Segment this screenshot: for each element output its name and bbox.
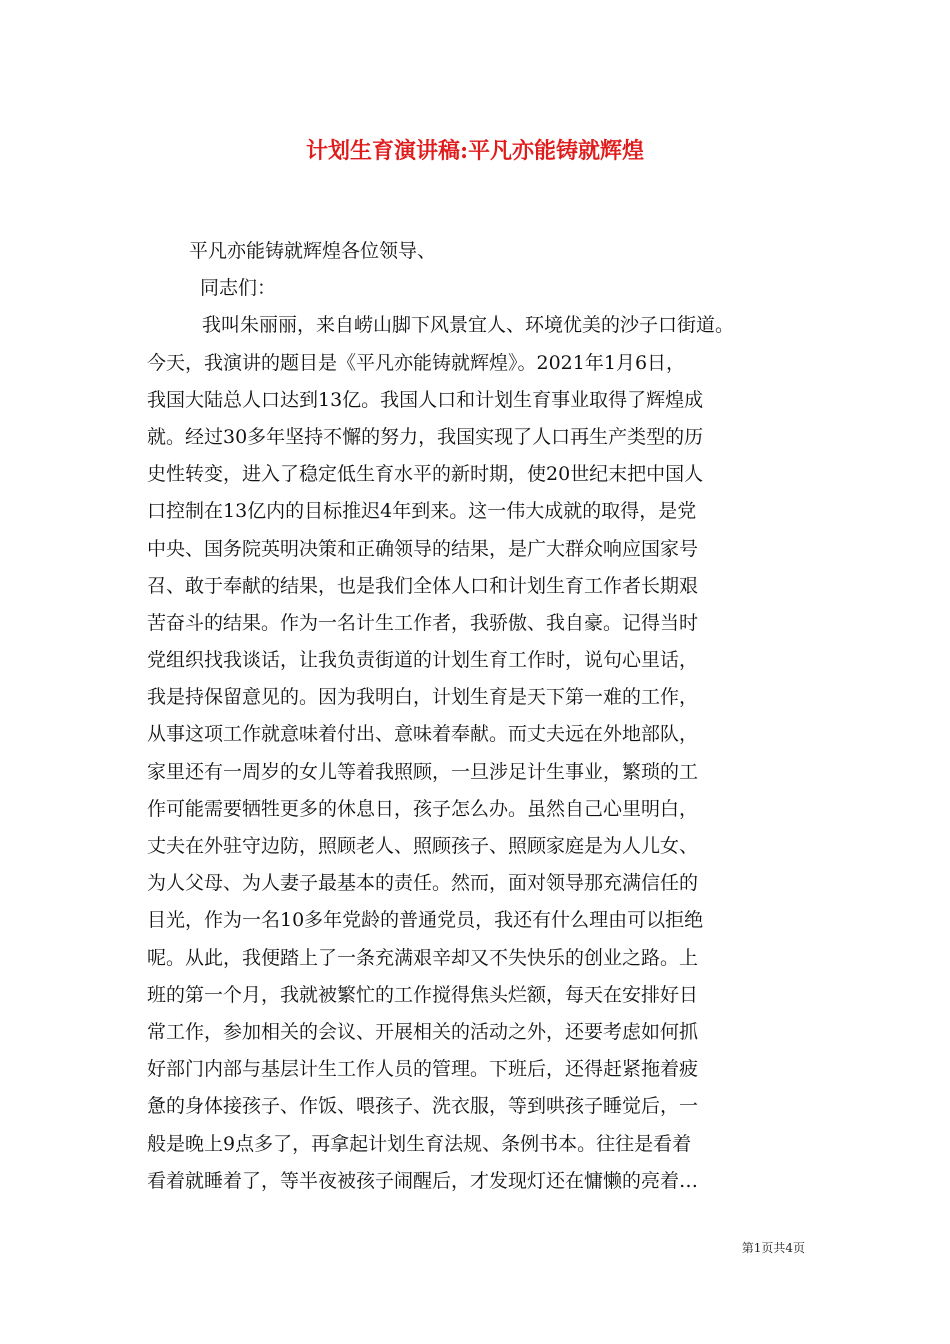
paragraph-line: 作可能需要牺牲更多的休息日，孩子怎么办。虽然自己心里明白， [147,797,699,820]
paragraph-line: 惫的身体接孩子、作饭、喂孩子、洗衣服，等到哄孩子睡觉后，一 [147,1095,699,1118]
paragraph-line: 我是持保留意见的。因为我明白，计划生育是天下第一难的工作， [147,686,699,709]
paragraph-line: 今天，我演讲的题目是《平凡亦能铸就辉煌》。2021年1月6日， [147,351,686,374]
paragraph-line: 般是晚上9点多了，再拿起计划生育法规、条例书本。往往是看着 [147,1132,692,1155]
paragraph-line: 好部门内部与基层计生工作人员的管理。下班后，还得赶紧拖着疲 [147,1058,699,1081]
paragraph-line: 看着就睡着了，等半夜被孩子闹醒后，才发现灯还在慵懒的亮着… [147,1169,699,1192]
paragraph-line: 从事这项工作就意味着付出、意味着奉献。而丈夫远在外地部队， [147,723,699,746]
paragraph-line: 我叫朱丽丽，来自崂山脚下风景宜人、环境优美的沙子口街道。 [202,314,735,337]
document-body [147,233,819,1200]
greeting-line: 平凡亦能铸就辉煌各位领导、 [189,240,437,262]
paragraph-line: 呢。从此，我便踏上了一条充满艰辛却又不失快乐的创业之路。上 [147,946,699,969]
salutation-line: 同志们： [200,277,277,300]
paragraph-line: 召、敢于奉献的结果，也是我们全体人口和计划生育工作者长期艰 [147,574,699,597]
paragraph-line: 就。经过30多年坚持不懈的努力，我国实现了人口再生产类型的历 [147,425,704,448]
paragraph-line: 我国大陆总人口达到13亿。我国人口和计划生育事业取得了辉煌成 [147,388,704,411]
paragraph-line: 常工作，参加相关的会议、开展相关的活动之外，还要考虑如何抓 [147,1020,699,1043]
document-title: 计划生育演讲稿:平凡亦能铸就辉煌 [305,138,645,164]
paragraph-line: 丈夫在外驻守边防，照顾老人、照顾孩子、照顾家庭是为人儿女、 [147,835,699,857]
paragraph-line: 苦奋斗的结果。作为一名计生工作者，我骄傲、我自豪。记得当时 [147,611,699,634]
paragraph-line: 家里还有一周岁的女儿等着我照顾，一旦涉足计生事业，繁琐的工 [147,760,699,783]
page-number: 第1页共4页 [741,1241,805,1255]
paragraph-line: 中央、国务院英明决策和正确领导的结果，是广大群众响应国家号 [147,537,699,560]
paragraph-line: 为人父母、为人妻子最基本的责任。然而，面对领导那充满信任的 [147,872,699,895]
paragraph-line: 班的第一个月，我就被繁忙的工作搅得焦头烂额，每天在安排好日 [147,983,699,1006]
paragraph-line: 党组织找我谈话，让我负责街道的计划生育工作时，说句心里话， [147,649,699,672]
paragraph-line: 口控制在13亿内的目标推迟4年到来。这一伟大成就的取得，是党 [147,500,697,523]
paragraph-line: 目光，作为一名10多年党龄的普通党员，我还有什么理由可以拒绝 [147,909,704,932]
paragraph-line: 史性转变，进入了稳定低生育水平的新时期，使20世纪末把中国人 [147,463,704,486]
